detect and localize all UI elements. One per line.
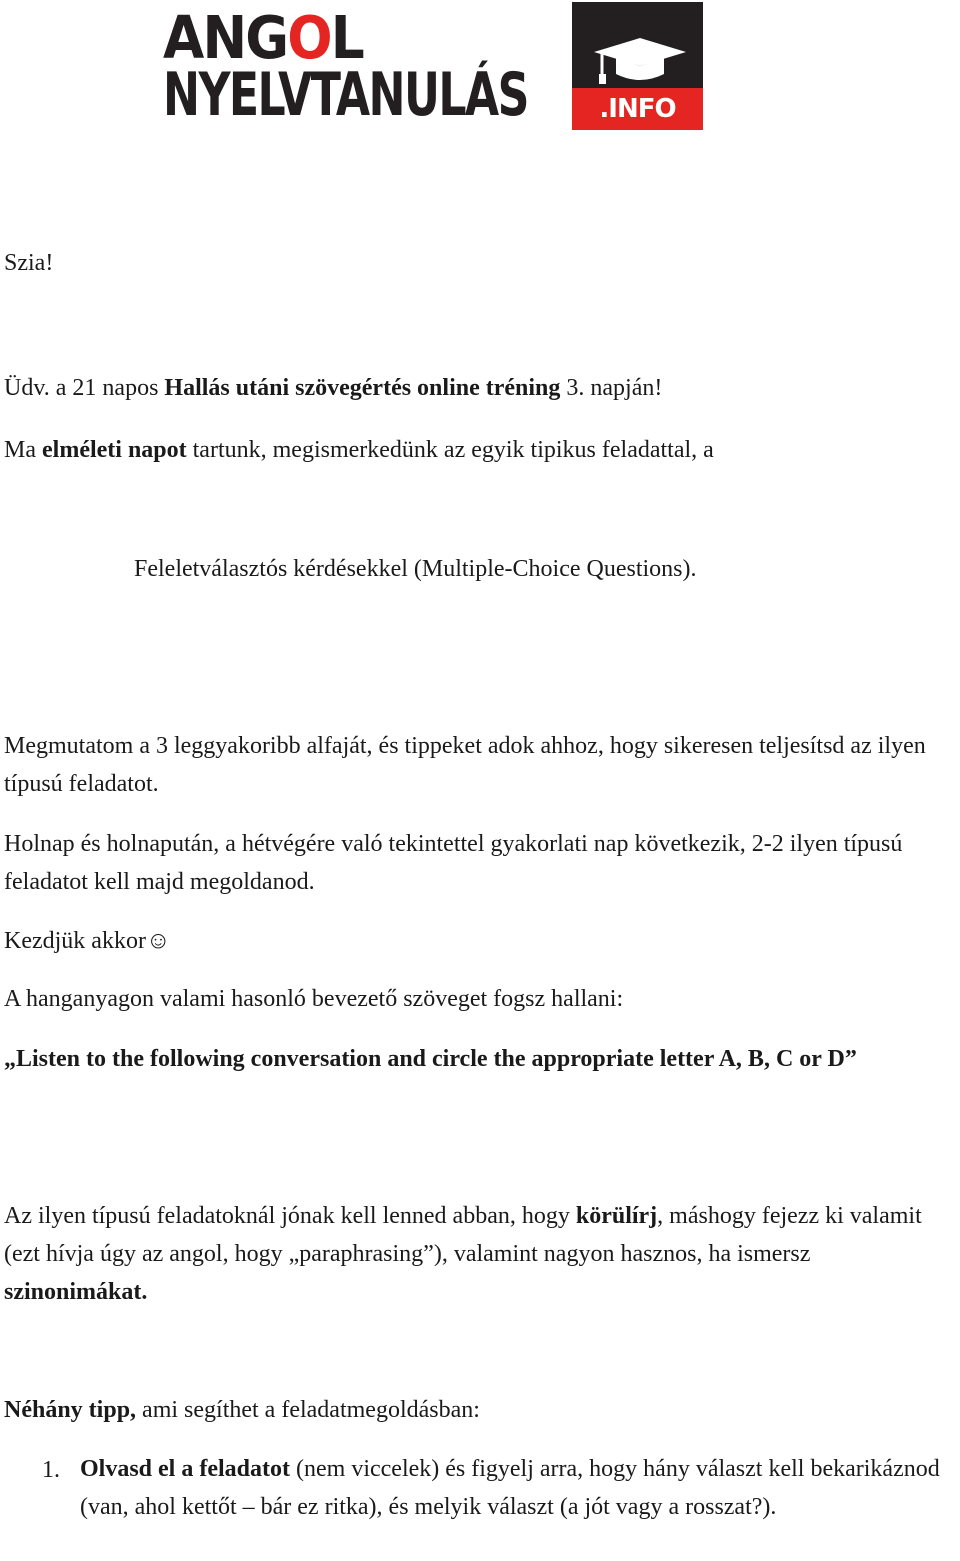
greeting: Szia! bbox=[4, 250, 54, 276]
logo-line-1: ANGOL bbox=[163, 2, 363, 73]
logo-line-2: NYELVTANULÁS bbox=[163, 60, 528, 130]
list-item-text: (nem viccelek) és figyelj arra, hogy hány választ kell bekarikáznod (van, ahol kettőt – bár ez ritka), és melyik választ (a jót vagy a rosszat?). bbox=[80, 1456, 940, 1520]
list-item-bold: Olvasd el a feladatot bbox=[80, 1456, 290, 1482]
logo-badge bbox=[572, 2, 703, 130]
emphasis: körülírj bbox=[575, 1203, 658, 1229]
text: , máshogy fejezz ki valamit (ezt hívja úgy az angol, hogy „paraphrasing”), valamint nagyon hasznos, ha ismersz bbox=[4, 1203, 922, 1267]
logo-wordmark bbox=[163, 2, 568, 130]
intro-text: Üdv. a 21 napos bbox=[4, 375, 165, 401]
list-item-number: 1. bbox=[42, 1457, 60, 1483]
task-type-title: Feleletválasztós kérdésekkel (Multiple-Choice Questions). bbox=[134, 556, 697, 582]
start-line: Kezdjük akkor☺ bbox=[4, 928, 171, 954]
instruction-quote: „Listen to the following conversation and circle the appropriate letter A, B, C or D” bbox=[4, 1046, 857, 1072]
graduation-cap-icon bbox=[592, 36, 688, 90]
text: Az ilyen típusú feladatoknál jónak kell lenned abban, hogy bbox=[4, 1203, 576, 1229]
emphasis: szinonimákat. bbox=[4, 1279, 148, 1305]
intro-paragraph-2 bbox=[4, 438, 714, 462]
intro-text: tartunk, megismerkedünk az egyik tipikus feladattal, a bbox=[186, 437, 714, 463]
schedule-paragraph: Holnap és holnapután, a hétvégére való tekintettel gyakorlati nap következik, 2-2 ilyen típusú feladatot kell majd megoldanod. bbox=[4, 831, 903, 895]
list-item bbox=[80, 1450, 960, 1526]
tips-heading-bold: Néhány tipp, bbox=[4, 1397, 137, 1423]
site-logo[interactable] bbox=[163, 2, 703, 130]
intro-text: Ma bbox=[4, 437, 42, 463]
subtypes-paragraph: Megmutatom a 3 leggyakoribb alfaját, és tippeket adok ahhoz, hogy sikeresen teljesítsd az ilyen típusú feladatot. bbox=[4, 733, 926, 797]
intro-paragraph-1 bbox=[4, 376, 662, 400]
audio-intro-paragraph: A hanganyagon valami hasonló bevezető szöveget fogsz hallani: bbox=[4, 986, 624, 1012]
tips-heading-text: ami segíthet a feladatmegoldásban: bbox=[136, 1397, 480, 1423]
logo-domain: .INFO bbox=[599, 94, 676, 124]
theory-day: elméleti napot bbox=[42, 437, 187, 463]
paraphrasing-paragraph bbox=[4, 1197, 949, 1311]
intro-text: 3. napján! bbox=[560, 375, 663, 401]
tips-heading bbox=[4, 1398, 480, 1422]
training-name: Hallás utáni szövegértés online tréning bbox=[164, 375, 561, 401]
